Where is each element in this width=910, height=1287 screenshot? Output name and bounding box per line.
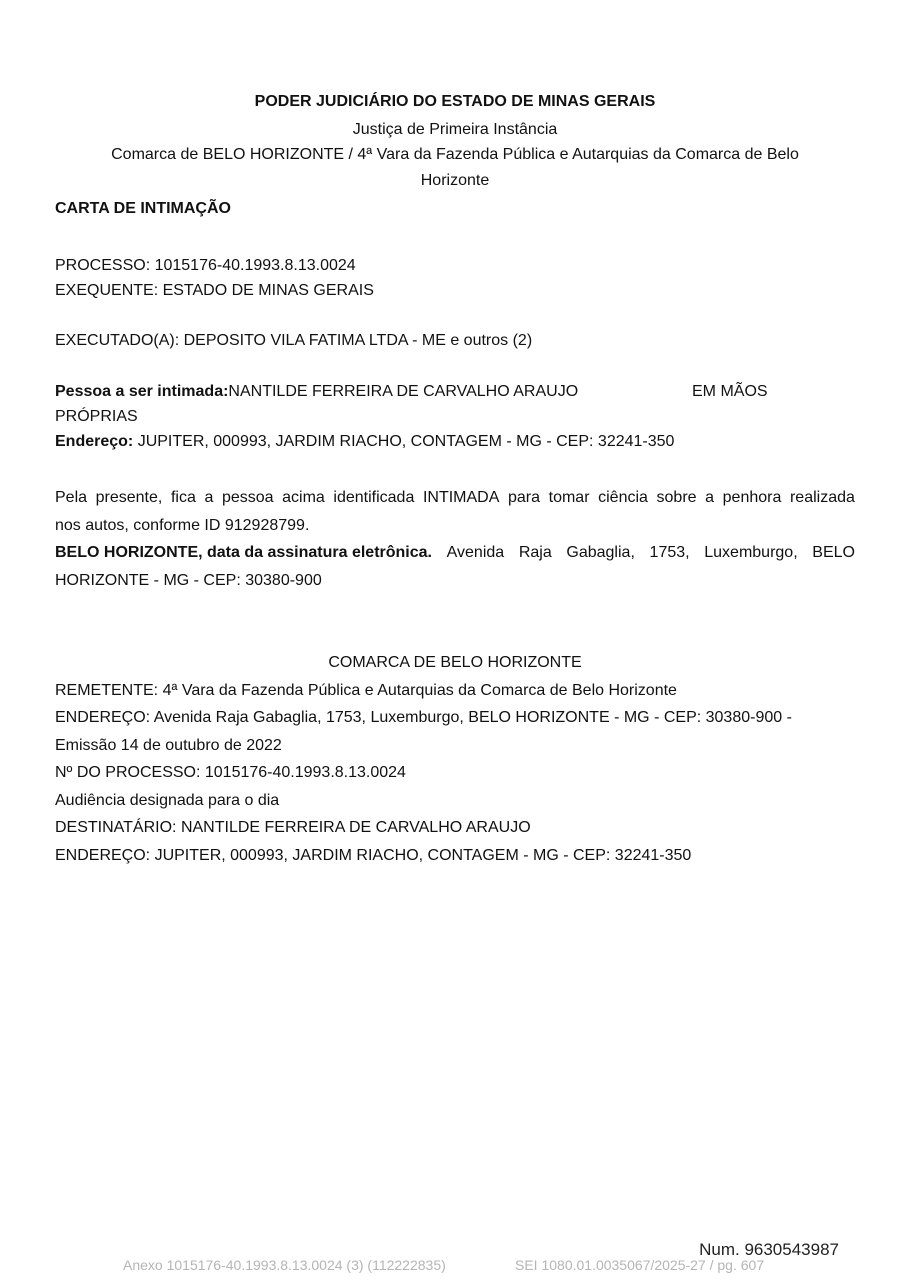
intimada-label: Pessoa a ser intimada: xyxy=(55,383,229,400)
body-paragraph-1-line-2: nos autos, conforme ID 912928799. xyxy=(55,517,310,534)
envelope-title: COMARCA DE BELO HORIZONTE xyxy=(328,654,582,671)
document-type: CARTA DE INTIMAÇÃO xyxy=(55,200,231,217)
intimada-address: JUPITER, 000993, JARDIM RIACHO, CONTAGEM - MG - CEP: 32241-350 xyxy=(133,433,675,450)
body-word: Luxemburgo, xyxy=(704,544,798,561)
body-word: INTIMADA xyxy=(422,489,500,506)
body-word: BELO xyxy=(812,544,855,561)
body-paragraph-2-line-2: HORIZONTE - MG - CEP: 30380-900 xyxy=(55,572,322,589)
anexo-reference: Anexo 1015176-40.1993.8.13.0024 (3) (112222835) xyxy=(123,1257,446,1273)
executado: EXECUTADO(A): DEPOSITO VILA FATIMA LTDA - ME e outros (2) xyxy=(55,332,533,349)
place-date-statement: BELO HORIZONTE, data da assinatura eletrônica. xyxy=(55,544,432,561)
body-paragraph-2-line-1 xyxy=(55,543,855,563)
body-word: presente, xyxy=(95,489,163,506)
body-word: acima xyxy=(282,489,325,506)
emissao-date: Emissão 14 de outubro de 2022 xyxy=(55,737,282,754)
comarca-line-2: Horizonte xyxy=(420,172,490,189)
intimada-name: NANTILDE FERREIRA DE CARVALHO ARAUJO xyxy=(228,383,579,400)
court-title: PODER JUDICIÁRIO DO ESTADO DE MINAS GERAIS xyxy=(254,93,656,110)
body-word: sobre xyxy=(656,489,697,506)
body-word: para xyxy=(508,489,541,506)
body-word: realizada xyxy=(789,489,855,506)
body-word: a xyxy=(705,489,715,506)
body-word: Raja xyxy=(518,544,552,561)
remetente: REMETENTE: 4ª Vara da Fazenda Pública e Autarquias da Comarca de Belo Horizonte xyxy=(55,682,677,699)
body-word: tomar xyxy=(548,489,590,506)
envelope-process-number: Nº DO PROCESSO: 1015176-40.1993.8.13.0024 xyxy=(55,764,406,781)
body-word: a xyxy=(204,489,214,506)
address-label: Endereço: xyxy=(55,433,134,450)
court-subtitle: Justiça de Primeira Instância xyxy=(352,121,558,138)
body-word: ciência xyxy=(598,489,648,506)
body-word: penhora xyxy=(722,489,782,506)
body-paragraph-1-line-1 xyxy=(55,488,855,508)
comarca-line-1: Comarca de BELO HORIZONTE / 4ª Vara da Fazenda Pública e Autarquias da Comarca de Belo xyxy=(111,146,799,163)
document-number: Num. 9630543987 xyxy=(699,1240,839,1259)
intimada-line xyxy=(55,382,578,402)
body-word: identificada xyxy=(333,489,415,506)
exequente: EXEQUENTE: ESTADO DE MINAS GERAIS xyxy=(55,282,374,299)
delivery-mode-2: PRÓPRIAS xyxy=(55,408,138,425)
process-number: PROCESSO: 1015176-40.1993.8.13.0024 xyxy=(55,257,356,274)
body-word: fica xyxy=(170,489,196,506)
destinatario: DESTINATÁRIO: NANTILDE FERREIRA DE CARVALHO ARAUJO xyxy=(55,819,531,836)
delivery-mode-1: EM MÃOS xyxy=(692,383,768,400)
body-word: pessoa xyxy=(221,489,274,506)
sei-reference: SEI 1080.01.0035067/2025-27 / pg. 607 xyxy=(515,1257,765,1273)
body-word: 1753, xyxy=(649,544,690,561)
remetente-endereco: ENDEREÇO: Avenida Raja Gabaglia, 1753, Luxemburgo, BELO HORIZONTE - MG - CEP: 30380-900 - xyxy=(55,709,792,726)
body-word: Pela xyxy=(55,489,88,506)
body-word: Avenida xyxy=(446,544,505,561)
intimada-address-line xyxy=(55,432,674,452)
audiencia: Audiência designada para o dia xyxy=(55,792,280,809)
destinatario-endereco: ENDEREÇO: JUPITER, 000993, JARDIM RIACHO, CONTAGEM - MG - CEP: 32241-350 xyxy=(55,847,692,864)
body-word: Gabaglia, xyxy=(566,544,635,561)
